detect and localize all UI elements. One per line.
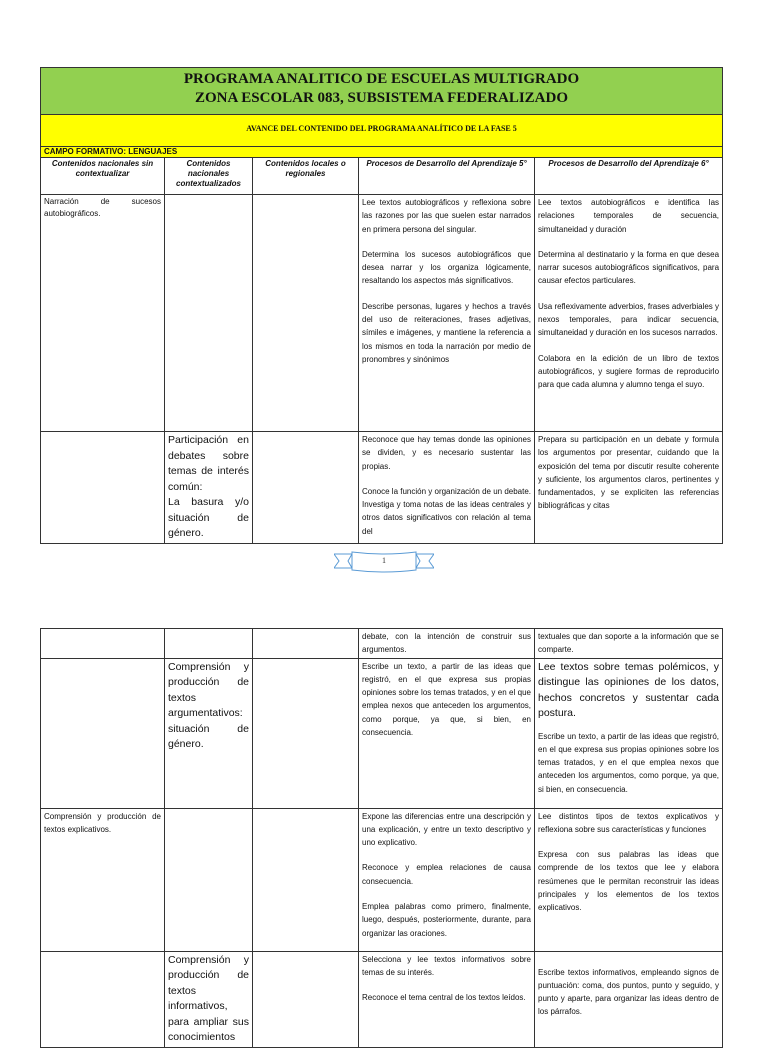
pda-text: Reconoce el tema central de los textos leídos. bbox=[362, 993, 526, 1003]
cell-contenido-nacional bbox=[41, 432, 165, 544]
cell-contenido-nacional bbox=[41, 951, 165, 1047]
pda-text: Emplea palabras como primero, finalmente, luego, después, posteriormente, durante, para organizar las oraciones. bbox=[362, 902, 531, 938]
pda-text: Describe personas, lugares y hechos a través del uso de reiteraciones, frases adjetivas, símiles e imágenes, y mantiene la referencia a los mismos en toda la narración por medio de pronombres y sinónimos bbox=[362, 301, 531, 364]
program-title-line-1: PROGRAMA ANALITICO DE ESCUELAS MULTIGRADO bbox=[183, 71, 580, 87]
pda-text: Reconoce y emplea relaciones de causa consecuencia. bbox=[362, 863, 531, 886]
cell-contenido-nacional bbox=[41, 629, 165, 659]
program-title-line-2: ZONA ESCOLAR 083, SUBSISTEMA FEDERALIZADO bbox=[195, 90, 569, 106]
cell-contenido-contextualizado bbox=[165, 195, 253, 432]
cell-contenido-local bbox=[253, 195, 359, 432]
cell-contenido-contextualizado bbox=[165, 808, 253, 951]
cell-pda-5 bbox=[359, 629, 535, 659]
pda-text: Escribe textos informativos, empleando signos de puntuación: coma, dos puntos, punto y seguido, y punto y aparte, para organizar las ideas dentro de los párrafos. bbox=[538, 967, 719, 1017]
cell-pda-5 bbox=[359, 951, 535, 1047]
pda-text: Usa reflexivamente adverbios, frases adverbiales y nexos temporales, para indicar secuencia, simultaneidad y duración en los sucesos narrados. bbox=[538, 301, 720, 338]
cell-contenido-nacional bbox=[41, 658, 165, 808]
cell-pda-6 bbox=[535, 432, 723, 544]
cell-contenido-nacional: Comprensión y producción de textos explicativos. bbox=[41, 808, 165, 951]
campo-formativo: CAMPO FORMATIVO: LENGUAJES bbox=[41, 147, 723, 158]
cell-contenido-local bbox=[253, 658, 359, 808]
cell-pda-6 bbox=[535, 808, 723, 951]
pda-text: Expresa con sus palabras las ideas que comprende de los textos que lee y elabora resúmenes que le permitan reconstruir las ideas principales y los elementos de los textos explicativos. bbox=[538, 850, 719, 913]
cell-contenido-contextualizado: Comprensión y producción de textos informativos, para ampliar sus conocimientos bbox=[165, 951, 253, 1047]
program-subtitle: AVANCE DEL CONTENIDO DEL PROGRAMA ANALÍTICO DE LA FASE 5 bbox=[41, 115, 723, 147]
pda-text: debate, con la intención de construir sus argumentos. bbox=[362, 632, 531, 655]
program-title bbox=[41, 68, 723, 115]
table-row bbox=[41, 432, 723, 544]
program-table-page-2 bbox=[40, 628, 723, 1048]
cell-pda-5 bbox=[359, 195, 535, 432]
pda-text: Selecciona y lee textos informativos sobre temas de su interés. bbox=[362, 954, 531, 977]
page-number-ribbon bbox=[334, 548, 434, 578]
cell-pda-5 bbox=[359, 432, 535, 544]
column-header-nacionales-contextualizados: Contenidos nacionales contextualizados bbox=[165, 158, 253, 195]
pda-text: Lee textos sobre temas polémicos, y distingue las opiniones de los datos, hechos concretos y sustentar cada postura. bbox=[538, 660, 719, 720]
pda-text: Escribe un texto, a partir de las ideas que registró, en el que expresa sus propias opiniones sobre los temas tratados, y en el que emplea nexos que anteceden los argumentos, como porque, ya que, si bien, en consecuencia. bbox=[362, 661, 531, 738]
document-page-2 bbox=[40, 628, 722, 1048]
cell-contenido-contextualizado: Participación en debates sobre temas de interés común: La basura y/o situación de género. bbox=[165, 432, 253, 544]
page-number: 1 bbox=[382, 556, 386, 565]
pda-text: Conoce la función y organización de un debate. Investiga y toma notas de las ideas centrales y otros datos significativos con relación al tema del bbox=[362, 486, 532, 536]
pda-text: Determina los sucesos autobiográficos que desea narrar y los organiza lógicamente, resaltando los aspectos más significativos. bbox=[362, 249, 531, 286]
pda-text: Lee textos autobiográficos e identifica las relaciones temporales de secuencia, simultaneidad y duración bbox=[538, 198, 720, 234]
table-row bbox=[41, 629, 723, 659]
cell-pda-5 bbox=[359, 808, 535, 951]
cell-contenido-local bbox=[253, 951, 359, 1047]
cell-contenido-local bbox=[253, 629, 359, 659]
cell-contenido-local bbox=[253, 432, 359, 544]
table-row bbox=[41, 195, 723, 432]
cell-contenido-contextualizado bbox=[165, 629, 253, 659]
pda-text: textuales que dan soporte a la información que se comparte. bbox=[538, 632, 719, 655]
document-page-1 bbox=[40, 67, 722, 544]
table-row bbox=[41, 951, 723, 1047]
column-header-nacionales-sin-contextualizar: Contenidos nacionales sin contextualizar bbox=[41, 158, 165, 195]
cell-pda-6 bbox=[535, 195, 723, 432]
column-header-locales: Contenidos locales o regionales bbox=[253, 158, 359, 195]
column-header-pda-6: Procesos de Desarrollo del Aprendizaje 6° bbox=[535, 158, 723, 195]
cell-pda-6 bbox=[535, 629, 723, 659]
table-row bbox=[41, 658, 723, 808]
table-row bbox=[41, 808, 723, 951]
column-header-pda-5: Procesos de Desarrollo del Aprendizaje 5° bbox=[359, 158, 535, 195]
pda-text: Colabora en la edición de un libro de textos autobiográficos, y sugiere formas de reproducirlo para que cada alumna y alumno tenga el suyo. bbox=[538, 353, 720, 390]
cell-pda-5 bbox=[359, 658, 535, 808]
pda-text: Lee distintos tipos de textos explicativos y reflexiona sobre sus características y funciones bbox=[538, 811, 719, 834]
pda-text: Lee textos autobiográficos y reflexiona sobre las razones por las que suelen estar narrados en primera persona del singular. bbox=[362, 198, 531, 234]
pda-text: Expone las diferencias entre una descripción y una explicación, y entre un texto descriptivo y uno explicativo. bbox=[362, 811, 531, 848]
pda-text: Prepara su participación en un debate y formula los argumentos por presentar, cuidando que la exposición del tema por discutir resulte coherente y suficiente, los argumentos claros, pertinentes y fundamentados, y se expliciten las referencias bibliográficas y citas bbox=[538, 435, 720, 511]
cell-pda-6 bbox=[535, 658, 723, 808]
cell-contenido-local bbox=[253, 808, 359, 951]
pda-text: Reconoce que hay temas donde las opiniones se dividen, y es necesario sustentar las propias. bbox=[362, 435, 531, 471]
cell-contenido-contextualizado: Comprensión y producción de textos argumentativos: situación de género. bbox=[165, 658, 253, 808]
program-table-page-1 bbox=[40, 67, 723, 544]
pda-text: Escribe un texto, a partir de las ideas que registró, en el que expresa sus propias opiniones sobre los temas tratados, y en el que emplea nexos que anteceden los argumentos, como porque, ya que, si bien, en consecuencia. bbox=[538, 731, 719, 794]
cell-pda-6 bbox=[535, 951, 723, 1047]
pda-text: Determina al destinatario y la forma en que desea narrar sucesos autobiográficos significativos, para causar efectos particulares. bbox=[538, 249, 720, 286]
cell-contenido-nacional: Narración de sucesos autobiográficos. bbox=[41, 195, 165, 432]
